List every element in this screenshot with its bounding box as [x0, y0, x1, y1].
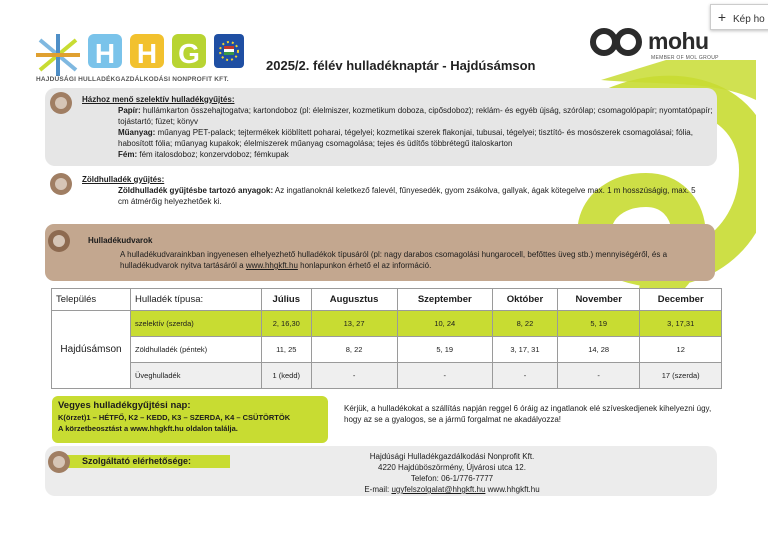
logo-letter-2: H: [136, 38, 158, 69]
yards-text-before: A hulladékudvarainkban ingyenesen elhelyezhető hulladékok típusáról (pl: nagy darabos csomagolási hungarocell, befőttes üveg stb.) mennyiségéről, és a hulladékudvarok nyitva tartásáról a: [120, 250, 668, 270]
contact-email[interactable]: ugyfelszolgalat@hhgkft.hu: [391, 485, 486, 494]
paper-text: hullámkarton összehajtogatva; kartondoboz (pl: élelmiszer, kozmetikum doboza, cipősdoboz); reklám- és egyéb újság, szórólap; csomagolópapír; nyomtatópapír; tojástartó; füzet; könyv: [118, 106, 713, 126]
month-header: Augusztus: [311, 289, 397, 311]
mixed-heading: Vegyes hulladékgyűjtési nap:: [58, 400, 191, 411]
green-bold-text: Zöldhulladék gyűjtésbe tartozó anyagok:: [118, 186, 274, 195]
metal-label: Fém:: [118, 150, 138, 159]
col-type-header: Hulladék típusa:: [131, 289, 262, 311]
month-header: Július: [262, 289, 312, 311]
table-header-row: [52, 289, 722, 311]
recycle-icon: [50, 92, 72, 114]
date-cell: -: [311, 363, 397, 389]
mohu-tagline: MEMBER OF MOL GROUP: [651, 55, 719, 61]
month-header: December: [640, 289, 722, 311]
metal-text: fém italosdoboz; konzervdoboz; fémkupak: [139, 150, 289, 159]
date-cell: 14, 28: [557, 337, 639, 363]
table-row: [52, 337, 722, 363]
collection-calendar-table: [51, 288, 722, 389]
date-cell: 3, 17,31: [640, 311, 722, 337]
yards-heading: Hulladékudvarok: [88, 236, 153, 245]
yards-section: [88, 235, 688, 271]
date-cell: 3, 17, 31: [492, 337, 557, 363]
month-header: November: [557, 289, 639, 311]
logo-subtitle: HAJDÚSÁGI HULLADÉKGAZDÁLKODÁSI NONPROFIT KFT.: [36, 76, 229, 83]
yards-text-after: honlapunkon érhető el az információ.: [300, 261, 432, 270]
hhg-logo: [36, 30, 246, 82]
mixed-waste-section: [58, 400, 326, 434]
month-header: Szeptember: [397, 289, 492, 311]
tooltip-label: Kép ho: [733, 14, 765, 25]
table-row: [52, 311, 722, 337]
month-header: Október: [492, 289, 557, 311]
contact-phone: Telefon: 06-1/776-7777: [410, 474, 494, 483]
date-cell: -: [397, 363, 492, 389]
green-text: Az ingatlanoknál keletkező falevél, fűnyesedék, gyom zsákolva, gallyak, ágak kötegelve max. 1 m hosszúságig, max. 5 cm átmérőig helyezhetőek ki.: [118, 186, 696, 206]
green-heading: Zöldhulladék gyűjtés:: [82, 175, 165, 184]
type-cell: szelektív (szerda): [131, 311, 262, 337]
yards-link[interactable]: www.hhgkft.hu: [245, 261, 298, 270]
cart-icon: [48, 230, 70, 252]
date-cell: 13, 27: [311, 311, 397, 337]
date-cell: 17 (szerda): [640, 363, 722, 389]
selective-section: [82, 94, 714, 160]
page-title: 2025/2. félév hulladéknaptár - Hajdúsámson: [266, 58, 536, 73]
type-cell: Üveghulladék: [131, 363, 262, 389]
contact-icon: [48, 451, 70, 473]
plastic-text: műanyag PET-palack; tejtermékek kiöblített poharai, tégelyei; kozmetikai szerek flakonjai, tubusai, tégelyei; tisztító- és mosószerek csomagolásai; fólia, habosított fólia; műanyag kupakok; élelmiszerek műanyag csomagolása; tejes és üdítős többrétegű italoskarton: [118, 128, 693, 148]
date-cell: 2, 16,30: [262, 311, 312, 337]
town-cell: Hajdúsámson: [52, 311, 131, 389]
date-cell: 5, 19: [397, 337, 492, 363]
logo-letter-1: H: [94, 38, 116, 69]
request-text: Kérjük, a hulladékokat a szállítás napján reggel 6 óráig az ingatlanok elé szíveskedjenek kihelyezni úgy, hogy az se a gyalogos, se a jármű forgalmat ne akadályozza!: [344, 404, 712, 424]
table-row: [52, 363, 722, 389]
date-cell: 8, 22: [311, 337, 397, 363]
mohu-wordmark: mohu: [648, 28, 709, 54]
date-cell: 5, 19: [557, 311, 639, 337]
paper-label: Papír:: [118, 106, 141, 115]
contact-heading: Szolgáltató elérhetősége:: [82, 456, 192, 466]
type-cell: Zöldhulladék (péntek): [131, 337, 262, 363]
contact-web[interactable]: www.hhgkft.hu: [487, 485, 540, 494]
mixed-note: A körzetbeosztást a www.hhgkft.hu oldalon találja.: [58, 424, 238, 433]
leaf-icon: [50, 173, 72, 195]
snowflake-icon: [36, 34, 80, 76]
selective-heading: Házhoz menő szelektív hulladékgyűjtés:: [82, 95, 235, 104]
date-cell: -: [557, 363, 639, 389]
plus-icon: +: [717, 9, 727, 25]
date-cell: 1 (kedd): [262, 363, 312, 389]
logo-letter-3: G: [178, 38, 200, 69]
contact-email-label: E-mail:: [364, 485, 390, 494]
plastic-label: Műanyag:: [118, 128, 156, 137]
contact-email-line: [332, 484, 572, 495]
date-cell: 8, 22: [492, 311, 557, 337]
green-section: [82, 174, 702, 207]
date-cell: -: [492, 363, 557, 389]
contact-company: Hajdúsági Hulladékgazdálkodási Nonprofit Kft.: [369, 452, 535, 461]
date-cell: 10, 24: [397, 311, 492, 337]
contact-address: 4220 Hajdúböszörmény, Újvárosi utca 12.: [378, 463, 526, 472]
contact-block: [332, 451, 572, 495]
date-cell: 11, 25: [262, 337, 312, 363]
col-town-header: Település: [52, 289, 131, 311]
date-cell: 12: [640, 337, 722, 363]
mixed-days: K(örzet)1 – HÉTFŐ, K2 – KEDD, K3 – SZERDA, K4 – CSÜTÖRTÖK: [58, 413, 291, 422]
